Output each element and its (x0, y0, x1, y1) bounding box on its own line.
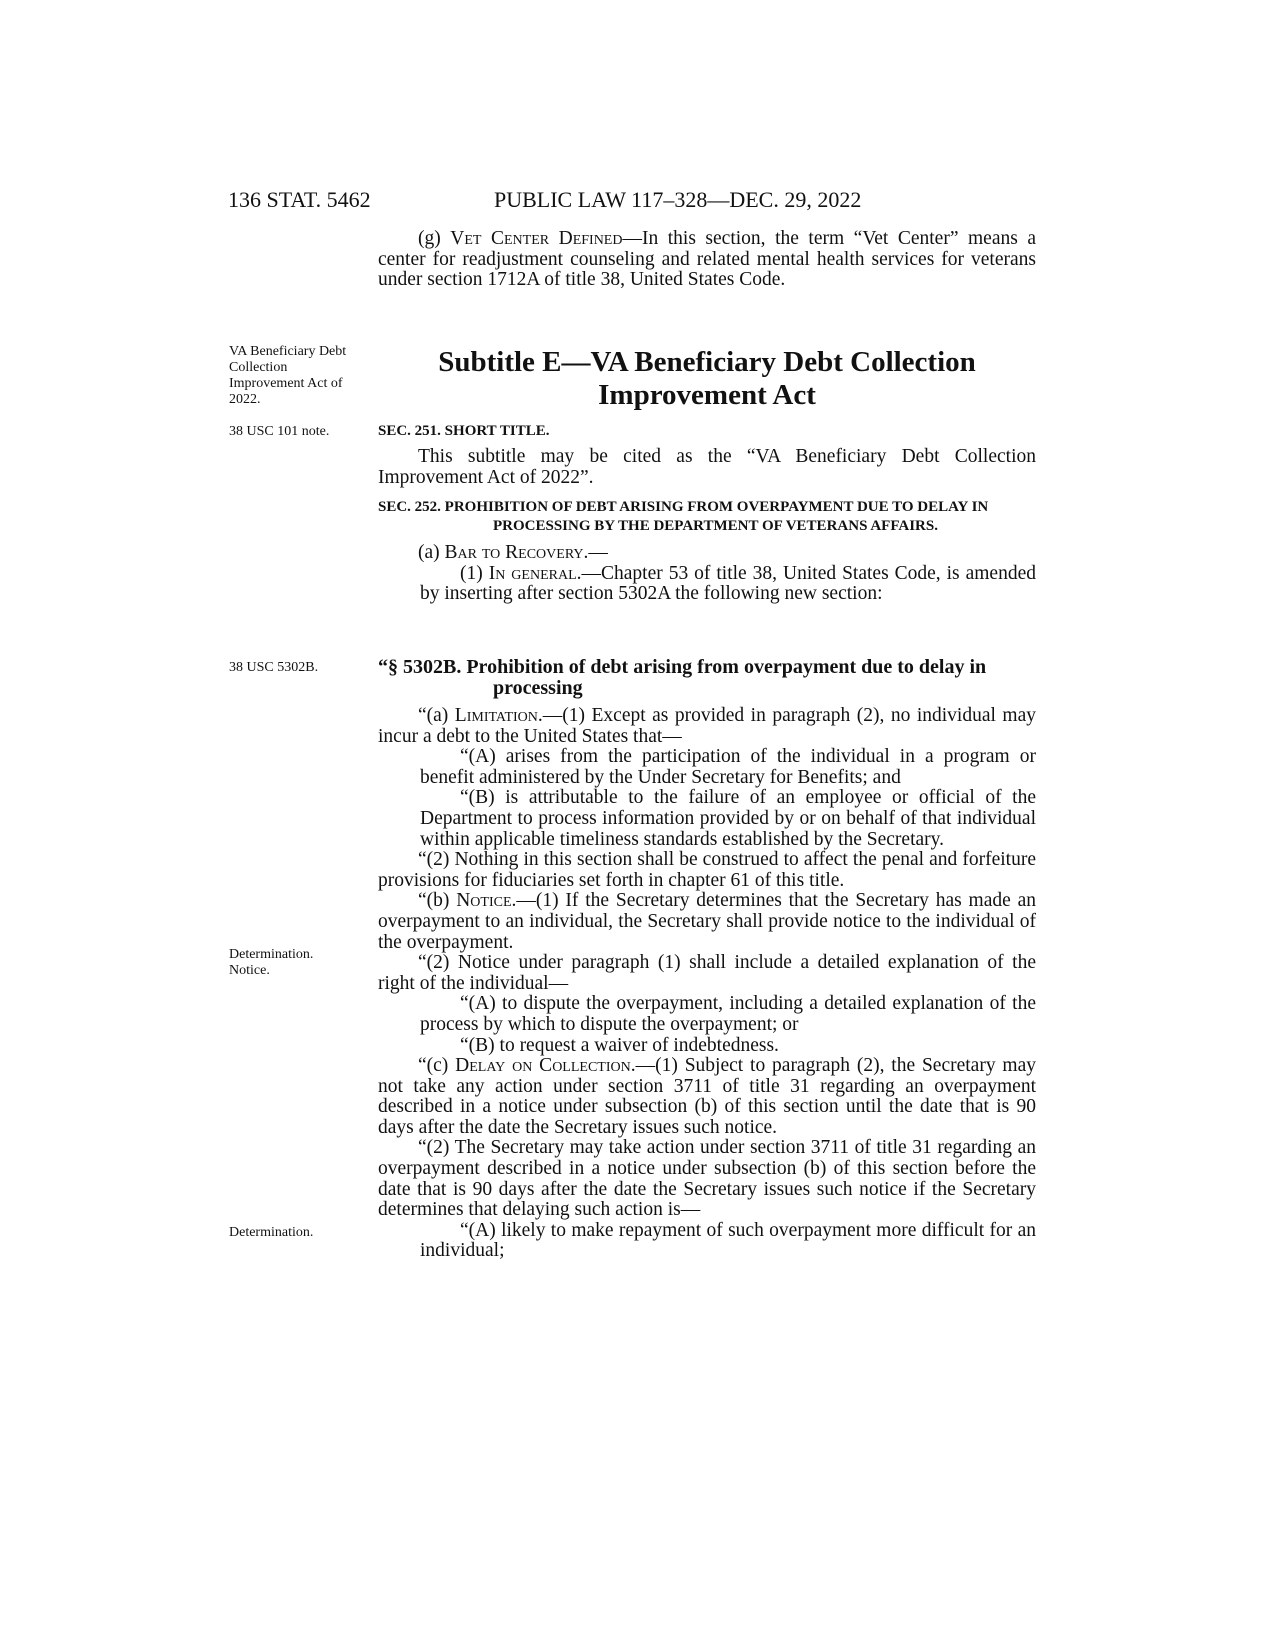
section-5302b-c2A: “(A) likely to make repayment of such overpayment more difficult for an individual; (420, 1219, 1036, 1262)
section-5302b-heading (378, 657, 1036, 699)
subsection-g-heading: Vet Center Defined (450, 228, 623, 249)
margin-note-determination: Determination. (229, 947, 314, 962)
section-5302b-c-label: “(c) (418, 1055, 456, 1077)
section-5302b-a1 (378, 706, 1036, 747)
margin-note-determination-notice (229, 947, 359, 979)
section-252-a-heading: Bar to Recovery (444, 542, 584, 563)
section-5302b-c2: “(2) The Secretary may take action under section 3711 of title 31 regarding an overpayment described in a notice under subsection (b) of this section before the date that is 90 days after the date the Secretary issues such notice if the Secretary determines that delaying such action is— (378, 1137, 1036, 1221)
section-251-heading: SEC. 251. SHORT TITLE. (378, 423, 550, 439)
section-5302b-b-label: “(b) (418, 890, 457, 912)
section-5302b-b-heading: Notice (456, 890, 512, 912)
section-252-heading-text: SEC. 252. PROHIBITION OF DEBT ARISING FROM OVERPAYMENT DUE TO DELAY IN PROCESSING BY THE DEPARTMENT OF VETERANS AFFAIRS. (378, 499, 989, 534)
section-5302b-c1 (378, 1056, 1036, 1138)
section-251-body (378, 447, 1036, 488)
section-5302b-a-label: “(a) (418, 705, 455, 726)
margin-note-usc-5302b: 38 USC 5302B. (229, 660, 319, 675)
section-252-a1-text: .—Chapter 53 of title 38, United States Code, is amended by inserting after section 5302A the following new section: (420, 562, 1036, 605)
margin-note-determination-2: Determination. (229, 1225, 314, 1240)
subsection-g (378, 229, 1036, 291)
section-252 (378, 498, 1036, 605)
section-5302b-heading-text: “§ 5302B. Prohibition of debt arising from overpayment due to delay in processing (378, 656, 987, 699)
subsection-g-paragraph (378, 229, 1036, 291)
section-252-a1 (420, 564, 1036, 605)
section-5302b-b2: “(2) Notice under paragraph (1) shall include a detailed explanation of the right of the individual— (378, 952, 1036, 994)
section-5302b-a1-text: .—(1) Except as provided in paragraph (2), no individual may incur a debt to the United States that— (378, 705, 1036, 747)
section-5302b-a-heading: Limitation (454, 705, 538, 726)
section-251-text: This subtitle may be cited as the “VA Beneficiary Debt Collection Improvement Act of 2022”. (378, 446, 1036, 488)
section-5302b (378, 657, 1036, 699)
subtitle-heading-line2: Improvement Act (598, 379, 816, 411)
margin-note-act-name: VA Beneficiary Debt Collection Improvement Act of 2022. (229, 344, 347, 407)
section-5302b-body (378, 706, 1036, 1262)
section-252-a1-label: (1) (460, 562, 489, 584)
running-header (228, 187, 1028, 217)
section-5302b-b1-text: .—(1) If the Secretary determines that the Secretary has made an overpayment to an individual, the Secretary shall provide notice to the individual of the overpayment. (378, 890, 1036, 953)
section-5302b-b1 (378, 891, 1036, 953)
public-law-citation: PUBLIC LAW 117–328—DEC. 29, 2022 (494, 187, 862, 212)
section-5302b-c1-text: .—(1) Subject to paragraph (2), the Secretary may not take any action under section 3711 of title 31 regarding an overpayment described in a notice under subsection (b) of this section until the date that is 90 days after the date the Secretary issues such notice. (378, 1055, 1036, 1138)
section-5302b-b2B: “(B) to request a waiver of indebtedness. (460, 1034, 779, 1056)
section-251 (378, 422, 1036, 488)
section-252-a-dash: .— (583, 542, 608, 563)
subtitle-heading-line1: Subtitle E—VA Beneficiary Debt Collection (438, 346, 976, 378)
statute-page-number: 136 STAT. 5462 (228, 187, 371, 212)
section-252-a1-heading: In general (488, 562, 577, 584)
margin-note-usc-101: 38 USC 101 note. (229, 424, 330, 439)
subsection-g-text: —In this section, the term “Vet Center” means a center for readjustment counseling and related mental health services for veterans under section 1712A of title 38, United States Code. (378, 228, 1036, 291)
margin-note-notice: Notice. (229, 963, 270, 978)
section-5302b-b2A: “(A) to dispute the overpayment, including a detailed explanation of the process by which to dispute the overpayment; or (420, 993, 1036, 1035)
subtitle-heading (378, 346, 1036, 412)
section-252-heading (378, 498, 1036, 536)
section-5302b-a1B: “(B) is attributable to the failure of an employee or official of the Department to process information provided by or on behalf of that individual within applicable timeliness standards established by the Secretary. (420, 787, 1036, 850)
section-252-a (378, 543, 1036, 564)
section-252-a-label: (a) (418, 542, 445, 563)
section-5302b-c-heading: Delay on Collection (455, 1055, 631, 1077)
section-5302b-a2: “(2) Nothing in this section shall be construed to affect the penal and forfeiture provisions for fiduciaries set forth in chapter 61 of this title. (378, 849, 1036, 891)
subsection-g-label: (g) (418, 228, 451, 249)
section-5302b-a1A: “(A) arises from the participation of the individual in a program or benefit administered by the Under Secretary for Benefits; and (420, 746, 1036, 788)
section-252-body (378, 543, 1036, 605)
